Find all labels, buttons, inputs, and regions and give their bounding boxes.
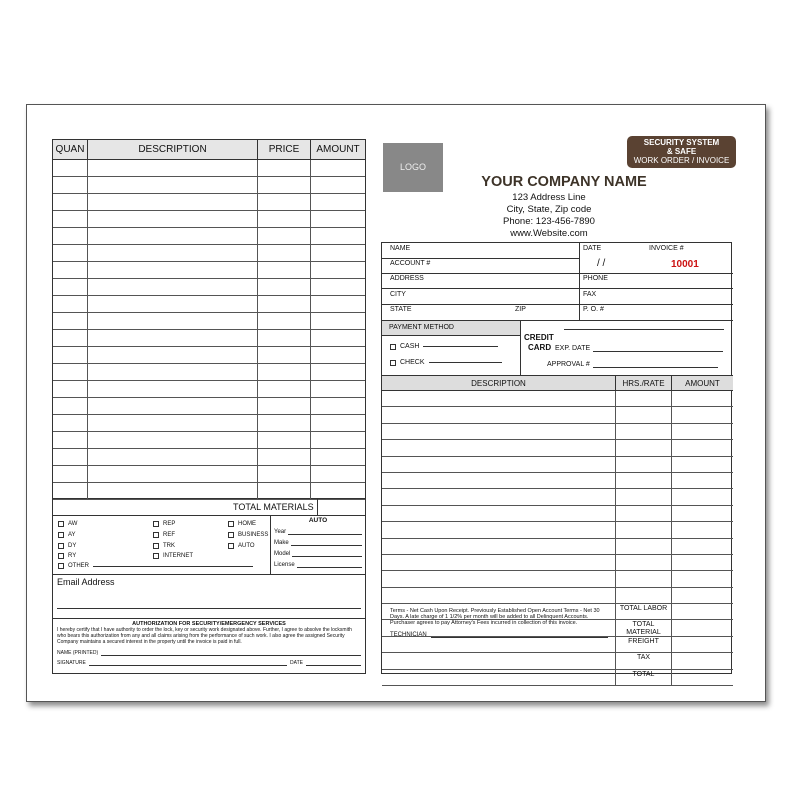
account-field[interactable]: ACCOUNT # <box>390 260 431 267</box>
table-cell[interactable] <box>258 398 311 414</box>
invoice-panel <box>381 138 732 678</box>
table-cell[interactable] <box>53 347 88 363</box>
table-cell[interactable] <box>258 262 311 278</box>
col-quan: QUAN <box>53 140 88 159</box>
table-cell[interactable] <box>88 330 258 346</box>
table-row[interactable] <box>53 466 365 483</box>
table-cell[interactable] <box>616 555 672 570</box>
authorization-text: I hereby certify that I have authority to order the lock, key or security work designated above. Further, I agree to absolve the locksmith who bears this authorization from any and all claims arising from the performance of such work. I also agree the assigned Security Company maintains a secured interest in the property until the invoice is paid in full. <box>57 627 352 645</box>
table-cell[interactable] <box>258 160 311 176</box>
table-cell[interactable] <box>53 330 88 346</box>
table-cell[interactable] <box>311 177 365 193</box>
table-row[interactable] <box>53 313 365 330</box>
table-cell[interactable] <box>616 407 672 422</box>
table-cell[interactable] <box>258 466 311 482</box>
table-cell[interactable] <box>311 245 365 261</box>
badge-line3: WORK ORDER / INVOICE <box>633 156 730 165</box>
table-cell[interactable] <box>88 415 258 431</box>
table-cell[interactable] <box>88 364 258 380</box>
col-price: PRICE <box>258 140 311 159</box>
table-cell[interactable] <box>88 398 258 414</box>
table-row[interactable] <box>53 211 365 228</box>
total-label: FREIGHT <box>616 637 672 652</box>
table-cell[interactable] <box>616 489 672 504</box>
checkbox-dy[interactable]: DY <box>58 543 76 549</box>
table-row[interactable] <box>53 279 365 296</box>
table-cell[interactable] <box>616 424 672 439</box>
checkbox-ry[interactable]: RY <box>58 553 76 559</box>
table-cell[interactable] <box>258 432 311 448</box>
company-website: www.Website.com <box>510 228 588 239</box>
table-cell[interactable] <box>88 194 258 210</box>
table-row[interactable] <box>382 588 733 604</box>
auto-make-field[interactable]: Make <box>274 535 362 546</box>
auto-license-field[interactable]: License <box>274 557 362 568</box>
table-cell[interactable] <box>258 330 311 346</box>
table-row[interactable] <box>382 424 733 440</box>
table-cell[interactable] <box>53 466 88 482</box>
table-cell[interactable] <box>53 228 88 244</box>
table-cell[interactable] <box>53 160 88 176</box>
table-cell[interactable] <box>88 177 258 193</box>
table-cell[interactable] <box>616 457 672 472</box>
table-cell[interactable] <box>311 296 365 312</box>
table-cell[interactable] <box>672 604 733 619</box>
table-cell[interactable] <box>311 330 365 346</box>
table-row[interactable] <box>53 228 365 245</box>
auto-year-field[interactable]: Year <box>274 524 362 535</box>
labor-header <box>382 375 733 391</box>
table-cell[interactable] <box>258 245 311 261</box>
table-cell[interactable] <box>382 571 616 586</box>
badge-line2: & SAFE <box>666 147 697 156</box>
invoice-form <box>381 242 732 678</box>
table-cell[interactable] <box>88 211 258 227</box>
table-row[interactable] <box>53 177 365 194</box>
table-cell[interactable] <box>311 262 365 278</box>
table-cell[interactable] <box>258 228 311 244</box>
table-row[interactable] <box>382 457 733 473</box>
email-section[interactable] <box>53 575 365 619</box>
email-label: Email Address <box>57 577 115 587</box>
table-cell[interactable] <box>311 432 365 448</box>
table-row[interactable] <box>53 449 365 466</box>
table-cell[interactable] <box>258 381 311 397</box>
table-cell[interactable] <box>311 279 365 295</box>
table-cell[interactable] <box>53 483 88 499</box>
company-address: 123 Address Line <box>512 192 586 203</box>
table-cell[interactable] <box>258 194 311 210</box>
table-cell[interactable] <box>311 415 365 431</box>
table-row[interactable] <box>382 670 733 686</box>
payment-method-title: PAYMENT METHOD <box>382 321 520 336</box>
table-cell[interactable] <box>311 364 365 380</box>
table-cell[interactable] <box>53 381 88 397</box>
table-cell[interactable] <box>672 473 733 488</box>
table-cell[interactable] <box>88 228 258 244</box>
company-city: City, State, Zip code <box>506 204 592 215</box>
table-cell[interactable] <box>672 637 733 652</box>
table-row[interactable] <box>382 571 733 587</box>
table-row[interactable] <box>53 364 365 381</box>
credit-label: CREDIT <box>524 333 554 342</box>
table-cell[interactable] <box>88 483 258 499</box>
checkbox-ay[interactable]: AY <box>58 532 76 538</box>
table-cell[interactable] <box>672 588 733 603</box>
table-cell[interactable] <box>672 555 733 570</box>
address-field[interactable]: ADDRESS <box>390 275 424 282</box>
table-row[interactable] <box>382 555 733 571</box>
table-cell[interactable] <box>53 449 88 465</box>
table-row[interactable] <box>382 391 733 407</box>
table-cell[interactable] <box>53 415 88 431</box>
table-cell[interactable] <box>382 539 616 554</box>
table-cell[interactable] <box>258 483 311 499</box>
state-field[interactable]: STATE <box>390 306 412 313</box>
name-printed-field[interactable]: NAME (PRINTED) <box>57 650 361 656</box>
table-cell[interactable] <box>382 440 616 455</box>
table-row[interactable] <box>53 398 365 415</box>
checkbox-other[interactable]: OTHER <box>58 563 253 569</box>
checkbox-cash[interactable]: CASH <box>390 343 498 350</box>
table-cell[interactable] <box>53 432 88 448</box>
table-row[interactable] <box>53 432 365 449</box>
total-materials-row <box>53 499 365 516</box>
table-cell[interactable] <box>311 347 365 363</box>
table-cell[interactable] <box>672 670 733 685</box>
form-type-badge <box>627 136 736 168</box>
table-cell[interactable] <box>53 296 88 312</box>
invoice-number: 10001 <box>671 259 699 270</box>
service-section <box>53 516 365 575</box>
table-row[interactable] <box>53 381 365 398</box>
labor-rows <box>382 391 733 686</box>
name-field[interactable]: NAME <box>390 245 411 252</box>
checkbox-home[interactable]: HOME <box>228 521 256 527</box>
col-labor-amount: AMOUNT <box>685 379 720 388</box>
table-cell[interactable] <box>382 457 616 472</box>
table-cell[interactable] <box>382 424 616 439</box>
signature-field[interactable]: SIGNATURE DATE <box>57 660 361 666</box>
auto-title: AUTO <box>308 517 328 524</box>
table-cell[interactable] <box>616 571 672 586</box>
table-cell[interactable] <box>672 653 733 668</box>
table-cell[interactable] <box>88 279 258 295</box>
logo-placeholder: LOGO <box>383 143 443 192</box>
table-cell[interactable] <box>258 296 311 312</box>
total-materials-label: TOTAL MATERIALS <box>233 499 318 515</box>
table-row[interactable] <box>53 347 365 364</box>
table-cell[interactable] <box>382 555 616 570</box>
table-cell[interactable] <box>672 407 733 422</box>
table-cell[interactable] <box>258 415 311 431</box>
technician-field[interactable]: TECHNICIAN <box>390 632 608 638</box>
table-row[interactable] <box>53 483 365 500</box>
phone-field[interactable]: PHONE <box>583 275 608 282</box>
table-cell[interactable] <box>311 313 365 329</box>
table-row[interactable] <box>382 473 733 489</box>
table-row[interactable] <box>53 415 365 432</box>
terms-block <box>382 606 616 640</box>
table-cell[interactable] <box>672 522 733 537</box>
table-cell[interactable] <box>258 211 311 227</box>
table-row[interactable] <box>382 653 733 669</box>
table-cell[interactable] <box>672 506 733 521</box>
table-cell[interactable] <box>88 160 258 176</box>
table-cell[interactable] <box>88 466 258 482</box>
table-row[interactable] <box>382 440 733 456</box>
po-field[interactable]: P. O. # <box>583 306 604 313</box>
col-description: DESCRIPTION <box>88 140 258 159</box>
terms-text: Terms - Net Cash Upon Receipt. Previously Established Open Account Terms - Net 30 Days. A late charge of 1 1/2% per month will be added to all Delinquent Accounts. Purchaser agrees to pay Attorney's Fees incurred in collection of this invoice. <box>390 608 600 627</box>
table-row[interactable] <box>53 160 365 177</box>
table-row[interactable] <box>53 262 365 279</box>
table-cell[interactable] <box>88 313 258 329</box>
city-field[interactable]: CITY <box>390 291 406 298</box>
table-cell[interactable] <box>311 398 365 414</box>
table-row[interactable] <box>53 330 365 347</box>
table-row[interactable] <box>53 194 365 211</box>
table-cell[interactable] <box>88 262 258 278</box>
total-label: TAX <box>616 653 672 668</box>
table-cell[interactable] <box>672 539 733 554</box>
company-name: YOUR COMPANY NAME <box>481 174 647 190</box>
table-cell[interactable] <box>616 539 672 554</box>
total-label: TOTAL <box>616 670 672 685</box>
table-cell[interactable] <box>616 506 672 521</box>
table-cell[interactable] <box>311 211 365 227</box>
table-cell[interactable] <box>382 407 616 422</box>
table-cell[interactable] <box>311 381 365 397</box>
card-label: CARD <box>528 343 552 352</box>
authorization-title: AUTHORIZATION FOR SECURITY/EMERGENCY SERVICES <box>132 621 286 627</box>
table-cell[interactable] <box>258 449 311 465</box>
table-cell[interactable] <box>53 177 88 193</box>
exp-date-field[interactable]: EXP. DATE <box>555 345 723 352</box>
table-row[interactable] <box>382 522 733 538</box>
table-cell[interactable] <box>53 262 88 278</box>
table-cell[interactable] <box>88 432 258 448</box>
table-cell[interactable] <box>616 588 672 603</box>
table-row[interactable] <box>382 489 733 505</box>
fax-field[interactable]: FAX <box>583 291 597 298</box>
service-checkboxes <box>53 516 271 574</box>
checkbox-rep[interactable]: REP <box>153 521 175 527</box>
checkbox-ref[interactable]: REF <box>153 532 175 538</box>
table-cell[interactable] <box>672 620 733 635</box>
table-row[interactable] <box>53 245 365 262</box>
table-cell[interactable] <box>311 160 365 176</box>
table-cell[interactable] <box>53 398 88 414</box>
table-cell[interactable] <box>311 449 365 465</box>
col-hrs-rate: HRS./RATE <box>616 376 672 390</box>
approval-field[interactable]: APPROVAL # <box>547 361 718 368</box>
checkbox-check[interactable]: CHECK <box>390 359 502 366</box>
table-cell[interactable] <box>672 424 733 439</box>
table-cell[interactable] <box>382 391 616 406</box>
table-cell[interactable] <box>53 211 88 227</box>
table-cell[interactable] <box>311 466 365 482</box>
table-cell[interactable] <box>311 194 365 210</box>
date-slashes: / / <box>597 258 606 269</box>
checkbox-internet[interactable]: INTERNET <box>153 553 193 559</box>
total-label: TOTAL MATERIAL <box>616 620 672 635</box>
auto-model-field[interactable]: Model <box>274 546 362 557</box>
table-cell[interactable] <box>672 440 733 455</box>
table-cell[interactable] <box>382 588 616 603</box>
table-cell[interactable] <box>53 364 88 380</box>
zip-field[interactable]: ZIP <box>515 306 526 313</box>
total-label: TOTAL LABOR <box>616 604 672 619</box>
checkbox-trk[interactable]: TRK <box>153 543 175 549</box>
date-field[interactable]: DATE <box>583 245 602 252</box>
table-row[interactable] <box>382 407 733 423</box>
table-cell[interactable] <box>53 313 88 329</box>
table-cell[interactable] <box>88 449 258 465</box>
table-cell[interactable] <box>311 228 365 244</box>
table-cell[interactable] <box>616 473 672 488</box>
table-cell[interactable] <box>53 279 88 295</box>
table-cell[interactable] <box>88 245 258 261</box>
table-cell[interactable] <box>382 670 616 685</box>
materials-header <box>53 140 365 160</box>
checkbox-business[interactable]: BUSINESS <box>228 532 268 538</box>
table-cell[interactable] <box>382 653 616 668</box>
table-cell[interactable] <box>672 391 733 406</box>
col-amount: AMOUNT <box>316 144 360 155</box>
company-phone: Phone: 123-456-7890 <box>503 216 595 227</box>
table-cell[interactable] <box>258 347 311 363</box>
table-cell[interactable] <box>311 483 365 499</box>
table-cell[interactable] <box>382 489 616 504</box>
table-cell[interactable] <box>382 522 616 537</box>
materials-rows <box>53 160 365 499</box>
table-cell[interactable] <box>616 522 672 537</box>
col-labor-description: DESCRIPTION <box>382 376 616 390</box>
table-row[interactable] <box>382 539 733 555</box>
authorization-section <box>53 619 365 668</box>
table-cell[interactable] <box>258 313 311 329</box>
table-cell[interactable] <box>258 177 311 193</box>
table-cell[interactable] <box>53 245 88 261</box>
table-cell[interactable] <box>672 571 733 586</box>
table-cell[interactable] <box>88 296 258 312</box>
invoice-label: INVOICE # <box>649 245 684 252</box>
materials-panel <box>52 139 366 674</box>
table-cell[interactable] <box>382 506 616 521</box>
table-cell[interactable] <box>616 391 672 406</box>
table-cell[interactable] <box>672 489 733 504</box>
table-row[interactable] <box>53 296 365 313</box>
table-cell[interactable] <box>88 347 258 363</box>
auto-section <box>271 516 365 574</box>
table-cell[interactable] <box>672 457 733 472</box>
badge-line1: SECURITY SYSTEM <box>643 138 720 147</box>
table-cell[interactable] <box>382 473 616 488</box>
table-cell[interactable] <box>258 279 311 295</box>
checkbox-aw[interactable]: AW <box>58 521 77 527</box>
table-cell[interactable] <box>258 364 311 380</box>
table-row[interactable] <box>382 506 733 522</box>
table-cell[interactable] <box>53 194 88 210</box>
company-block <box>381 173 717 240</box>
checkbox-auto[interactable]: AUTO <box>228 543 255 549</box>
table-cell[interactable] <box>616 440 672 455</box>
table-cell[interactable] <box>88 381 258 397</box>
